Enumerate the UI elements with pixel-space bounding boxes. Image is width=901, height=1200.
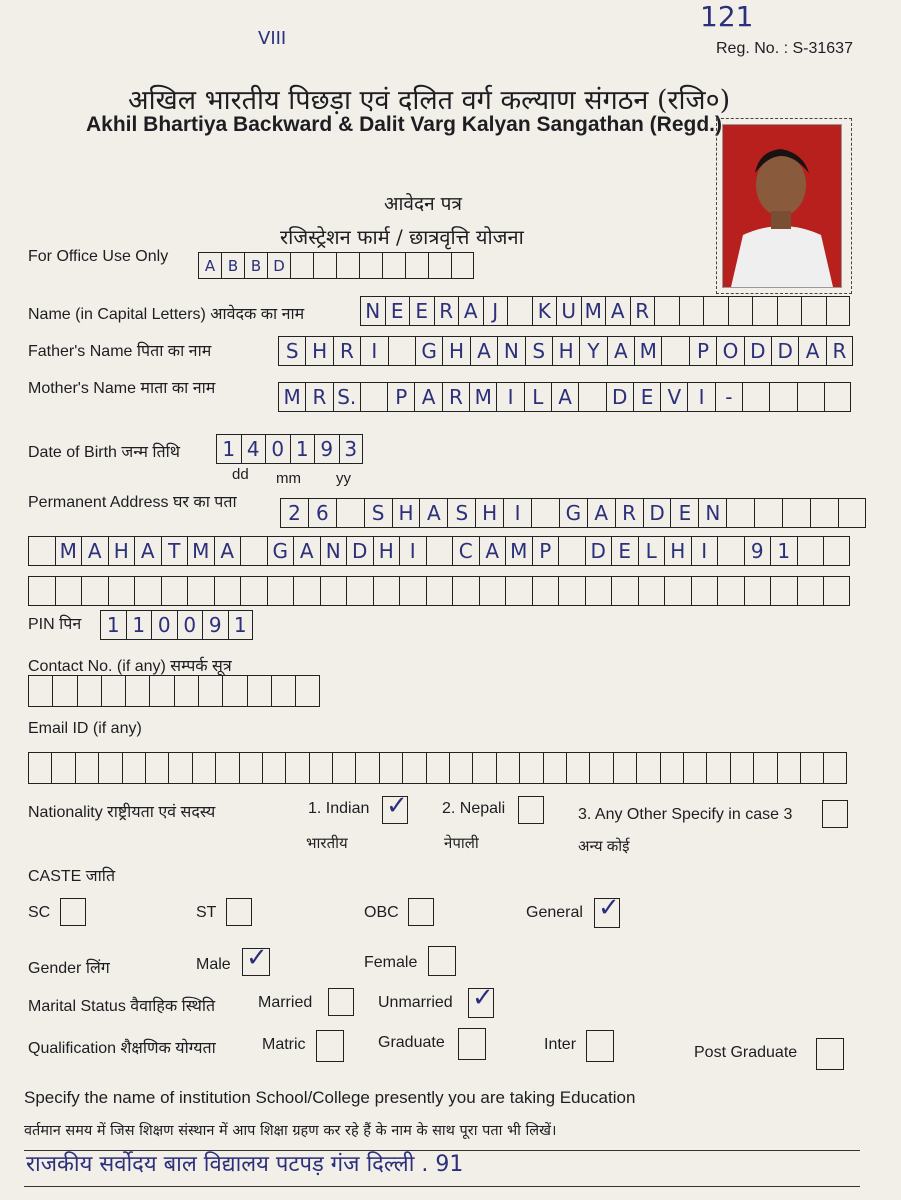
char-box: A [198,252,221,279]
char-box: A [798,336,825,366]
applicant-photo [722,124,842,288]
char-box [262,752,285,784]
marital-married-label: Married [258,994,313,1011]
char-box [613,752,636,784]
caste-label: CASTE जाति [28,868,116,885]
reg-no: Reg. No. : S-31637 [716,40,853,57]
char-box: T [161,536,188,566]
institution-value[interactable]: राजकीय सर्वोदय बाल विद्यालय पटपड़ गंज दिल्ली . 91 [26,1152,464,1177]
char-box [198,675,222,707]
char-box [752,296,777,326]
char-box [532,576,559,606]
char-box [531,498,559,528]
char-box: A [293,536,320,566]
char-box: P [387,382,414,412]
char-box: A [214,536,241,566]
char-box [373,576,400,606]
caste-obc-label: OBC [364,904,399,921]
marital-label: Marital Status वैवाहिक स्थिति [28,998,216,1015]
char-box [543,752,566,784]
char-box [161,576,188,606]
char-box: R [630,296,655,326]
name-boxes[interactable] [360,296,850,326]
char-box [797,382,824,412]
char-box: E [611,536,638,566]
char-box [452,576,479,606]
char-box: L [638,536,665,566]
char-box: E [633,382,660,412]
char-box [728,296,753,326]
gender-male-label: Male [196,956,231,973]
char-box [691,576,718,606]
char-box: 0 [265,434,290,464]
char-box [320,576,347,606]
char-box [638,576,665,606]
char-box: D [643,498,671,528]
char-box [101,675,125,707]
char-box [824,382,851,412]
caste-general-label: General [526,904,583,921]
char-box [717,536,744,566]
char-box [472,752,495,784]
char-box: A [551,382,578,412]
char-box: M [55,536,82,566]
char-box: I [496,382,523,412]
char-box [703,296,728,326]
char-box [405,252,428,279]
char-box [336,498,364,528]
char-box: H [475,498,503,528]
qualification-label: Qualification शैक्षणिक योग्यता [28,1040,216,1057]
char-box [336,252,359,279]
char-box: P [689,336,716,366]
char-box [192,752,215,784]
char-box: D [346,536,373,566]
char-box: D [771,336,798,366]
char-box: M [469,382,496,412]
nationality-other-hi: अन्य कोई [578,838,630,855]
char-box [589,752,612,784]
char-box: A [587,498,615,528]
char-box [267,576,294,606]
char-box: 6 [308,498,336,528]
marital-unmarried-checkbox[interactable] [468,983,494,1018]
nationality-indian-label: 1. Indian [308,800,370,817]
char-box [332,752,355,784]
char-box [134,576,161,606]
gender-female-label: Female [364,954,418,971]
char-box: D [267,252,290,279]
char-box [558,536,585,566]
nationality-other-checkbox[interactable] [822,800,848,828]
caste-general-checkbox[interactable] [594,893,620,928]
char-box: 4 [241,434,266,464]
contact-boxes[interactable] [28,675,320,707]
char-box: I [503,498,531,528]
char-box: N [698,498,726,528]
char-box: 1 [290,434,315,464]
char-box [823,576,850,606]
address-row-2[interactable] [28,536,850,566]
mother-name-boxes[interactable] [278,382,851,412]
char-box [519,752,542,784]
char-box: B [221,252,244,279]
char-box [239,752,262,784]
mother-name-label: Mother's Name माता का नाम [28,380,216,397]
char-box: H [305,336,332,366]
char-box [654,296,679,326]
char-box [782,498,810,528]
char-box: 1 [100,610,126,640]
caste-sc-checkbox[interactable] [60,898,86,926]
title-hindi: अखिल भारतीय पिछड़ा एवं दलित वर्ग कल्याण संगठन (रजि०) [128,85,731,116]
char-box [28,675,52,707]
char-box [28,536,55,566]
char-box: 9 [202,610,228,640]
char-box [730,752,753,784]
char-box [636,752,659,784]
institution-underline-2 [24,1186,860,1187]
gender-label: Gender लिंग [28,960,110,977]
corner-mark: VIII [258,28,287,49]
char-box [479,576,506,606]
check-mark-icon: ✓ [386,791,408,821]
char-box: U [556,296,581,326]
char-box: R [434,296,459,326]
title-english: Akhil Bhartiya Backward & Dalit Varg Kalyan Sangathan (Regd.) [86,113,722,136]
check-mark-icon: ✓ [598,893,620,923]
char-box: 0 [151,610,177,640]
char-box: - [715,382,742,412]
char-box: I [399,536,426,566]
char-box [661,336,688,366]
char-box [360,382,387,412]
char-box: S. [333,382,360,412]
email-boxes[interactable] [28,752,847,784]
char-box [122,752,145,784]
gender-male-checkbox[interactable] [242,943,270,976]
char-box [52,675,76,707]
char-box [664,576,691,606]
char-box: 1 [126,610,152,640]
char-box [797,536,824,566]
char-box [426,536,453,566]
char-box: S [364,498,392,528]
address-row-3[interactable] [28,576,850,606]
char-box: V [660,382,687,412]
char-box [566,752,589,784]
char-box [359,252,382,279]
char-box [399,576,426,606]
nationality-other-label: 3. Any Other Specify in case 3 [578,806,793,823]
char-box [505,576,532,606]
char-box: E [670,498,698,528]
char-box [215,752,238,784]
applicant-photo-image [723,125,841,287]
char-box: A [605,296,630,326]
char-box [810,498,838,528]
char-box: I [691,536,718,566]
nationality-nepali-label: 2. Nepali [442,800,506,817]
char-box [28,576,55,606]
gender-female-checkbox[interactable] [428,946,456,976]
char-box: 1 [216,434,241,464]
char-box: O [716,336,743,366]
char-box: R [333,336,360,366]
char-box: 3 [339,434,364,464]
char-box [271,675,295,707]
char-box: 9 [314,434,339,464]
char-box [769,382,796,412]
char-box [679,296,704,326]
caste-sc-label: SC [28,904,51,921]
char-box: 1 [770,536,797,566]
office-use-label: For Office Use Only [28,248,169,265]
char-box [168,752,191,784]
father-name-label: Father's Name पिता का नाम [28,343,212,360]
char-box [240,536,267,566]
char-box [611,576,638,606]
char-box [558,576,585,606]
char-box [717,576,744,606]
qual-matric-label: Matric [262,1036,306,1053]
char-box [285,752,308,784]
char-box [753,752,776,784]
qual-graduate-checkbox[interactable] [458,1028,486,1060]
institution-underline [24,1150,860,1151]
char-box [744,576,771,606]
top-number: 121 [700,0,754,33]
dob-label: Date of Birth जन्म तिथि [28,444,180,461]
marital-married-checkbox[interactable] [328,988,354,1016]
char-box [826,296,851,326]
char-box: E [409,296,434,326]
char-box: N [360,296,385,326]
qual-inter-label: Inter [544,1036,577,1053]
char-box [247,675,271,707]
char-box: N [320,536,347,566]
qual-post-graduate-label: Post Graduate [694,1044,798,1061]
char-box [402,752,425,784]
char-box [507,296,532,326]
char-box: A [607,336,634,366]
char-box [382,252,405,279]
char-box: I [360,336,387,366]
char-box: L [524,382,551,412]
char-box [428,252,451,279]
char-box: J [483,296,508,326]
char-box: N [497,336,524,366]
char-box [426,752,449,784]
char-box [187,576,214,606]
char-box [313,252,336,279]
address-row-1[interactable] [280,498,866,528]
char-box: S [447,498,475,528]
char-box: R [305,382,332,412]
char-box: S [525,336,552,366]
char-box [683,752,706,784]
char-box: H [664,536,691,566]
char-box [823,752,846,784]
institution-label-hi: वर्तमान समय में जिस शिक्षण संस्थान में आप शिक्षा ग्रहण कर रहे हैं के नाम के साथ पूरा पता भी लिखें। [24,1123,557,1139]
char-box [388,336,415,366]
char-box: I [687,382,714,412]
char-box: A [134,536,161,566]
char-box [293,576,320,606]
email-label: Email ID (if any) [28,720,142,737]
subtitle-2: रजिस्ट्रेशन फार्म / छात्रवृत्ति योजना [280,225,524,249]
char-box [726,498,754,528]
char-box [77,675,101,707]
char-box [174,675,198,707]
char-box [585,576,612,606]
contact-label: Contact No. (if any) सम्पर्क सूत्र [28,658,232,675]
char-box [125,675,149,707]
char-box [309,752,332,784]
qual-post-graduate-checkbox[interactable] [816,1038,844,1070]
char-box: R [442,382,469,412]
char-box: H [552,336,579,366]
char-box: M [581,296,606,326]
check-mark-icon: ✓ [246,943,268,973]
pin-boxes[interactable] [100,610,253,640]
pin-label: PIN पिन [28,616,82,633]
char-box: M [505,536,532,566]
char-box: A [479,536,506,566]
dob-mm: mm [276,470,301,487]
char-box: P [532,536,559,566]
address-label: Permanent Address घर का पता [28,494,237,511]
char-box [51,752,74,784]
char-box [81,576,108,606]
char-box: C [452,536,479,566]
char-box: Y [579,336,606,366]
char-box [355,752,378,784]
char-box: 2 [280,498,308,528]
char-box [28,752,51,784]
char-box: B [244,252,267,279]
char-box: H [108,536,135,566]
name-label: Name (in Capital Letters) आवेदक का नाम [28,306,305,323]
char-box: D [606,382,633,412]
char-box [770,576,797,606]
char-box [777,296,802,326]
office-use-boxes [198,252,474,279]
nationality-indian-hi: भारतीय [306,835,348,852]
char-box [578,382,605,412]
check-mark-icon: ✓ [472,983,494,1013]
char-box [706,752,729,784]
char-box: 9 [744,536,771,566]
char-box: G [267,536,294,566]
char-box [240,576,267,606]
char-box [496,752,519,784]
char-box [149,675,173,707]
char-box [108,576,135,606]
caste-st-label: ST [196,904,217,921]
char-box: H [373,536,400,566]
char-box: G [415,336,442,366]
qual-inter-checkbox[interactable] [586,1030,614,1062]
char-box: A [458,296,483,326]
char-box: A [414,382,441,412]
char-box: R [615,498,643,528]
marital-unmarried-label: Unmarried [378,994,453,1011]
char-box [346,576,373,606]
char-box: G [559,498,587,528]
char-box [222,675,246,707]
char-box: S [278,336,305,366]
char-box [823,536,850,566]
char-box: 1 [228,610,254,640]
nationality-indian-checkbox[interactable] [382,791,408,824]
qual-matric-checkbox[interactable] [316,1030,344,1062]
caste-st-checkbox[interactable] [226,898,252,926]
char-box [55,576,82,606]
char-box: M [278,382,305,412]
char-box [451,252,474,279]
char-box: E [385,296,410,326]
father-name-boxes[interactable] [278,336,853,366]
char-box: H [442,336,469,366]
char-box [742,382,769,412]
char-box [800,752,823,784]
char-box [449,752,472,784]
qual-graduate-label: Graduate [378,1034,445,1051]
nationality-label: Nationality राष्ट्रीयता एवं सदस्य [28,804,216,821]
char-box: M [634,336,661,366]
char-box: A [470,336,497,366]
char-box [801,296,826,326]
char-box [379,752,402,784]
char-box: H [392,498,420,528]
char-box: A [81,536,108,566]
char-box: A [419,498,447,528]
char-box: K [532,296,557,326]
char-box [98,752,121,784]
char-box [290,252,313,279]
char-box [777,752,800,784]
char-box [797,576,824,606]
char-box: D [744,336,771,366]
char-box [754,498,782,528]
char-box [75,752,98,784]
char-box [295,675,319,707]
dob-dd: dd [232,466,249,483]
char-box [145,752,168,784]
dob-yy: yy [336,470,351,487]
nationality-nepali-hi: नेपाली [444,835,479,852]
nationality-nepali-checkbox[interactable] [518,796,544,824]
char-box: M [187,536,214,566]
char-box [426,576,453,606]
char-box [838,498,866,528]
subtitle-1: आवेदन पत्र [384,193,462,215]
dob-boxes[interactable] [216,434,363,464]
char-box [660,752,683,784]
char-box: D [585,536,612,566]
char-box [214,576,241,606]
char-box: R [826,336,853,366]
caste-obc-checkbox[interactable] [408,898,434,926]
char-box: 0 [177,610,203,640]
institution-label-en: Specify the name of institution School/College presently you are taking Education [24,1088,636,1107]
